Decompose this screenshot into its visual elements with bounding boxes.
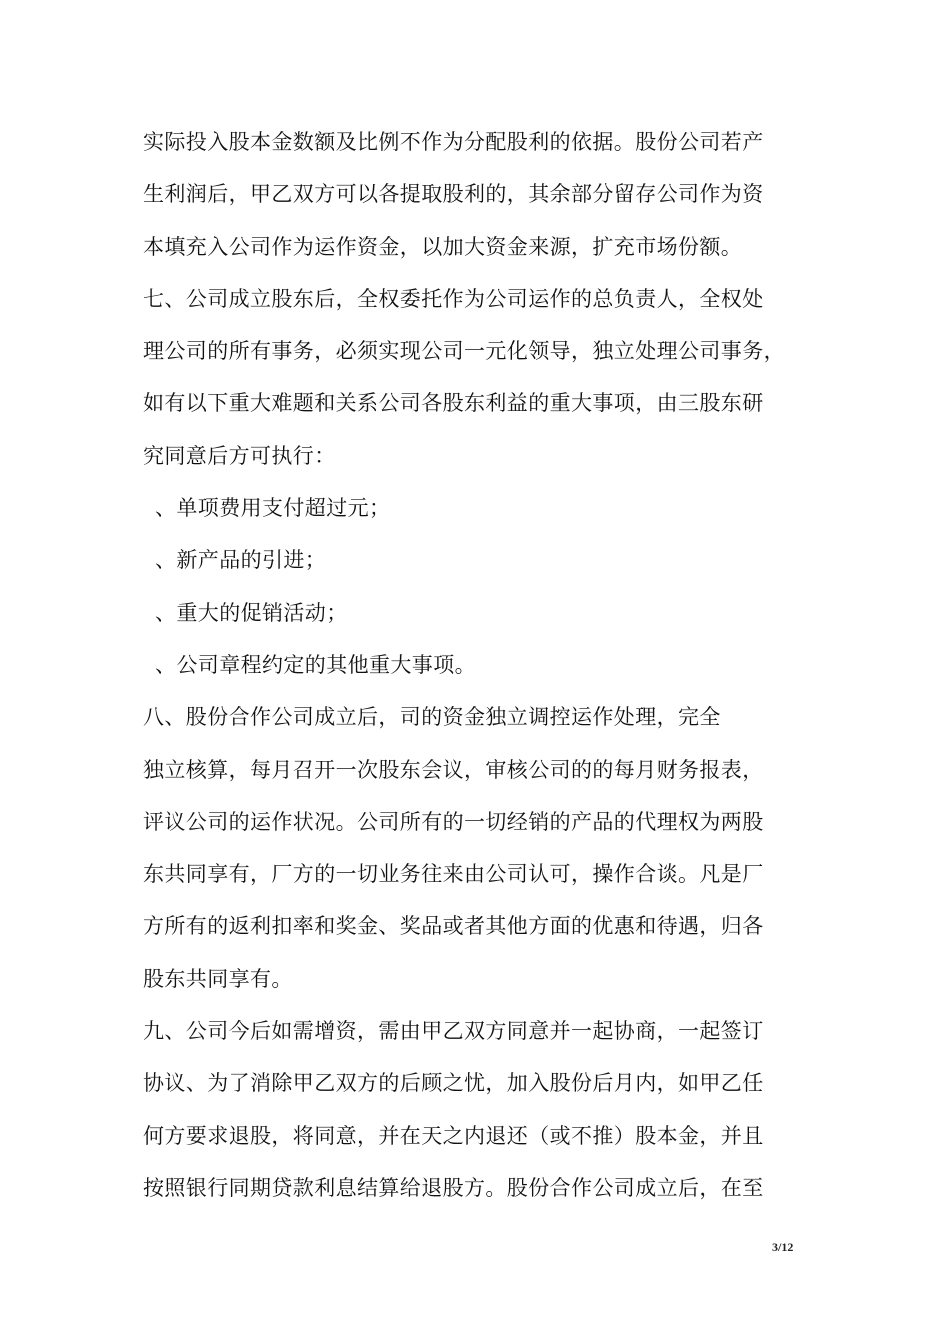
text-line: 理公司的所有事务，必须实现公司一元化领导，独立处理公司事务，: [143, 339, 785, 364]
list-item: 、重大的促销活动；: [155, 600, 348, 625]
text-line: 实际投入股本金数额及比例不作为分配股利的依据。股份公司若产: [143, 130, 764, 154]
document-body: [143, 116, 808, 1214]
list-item: 、新产品的引进；: [155, 548, 327, 573]
text-line: 本填充入公司作为运作资金，以加大资金来源，扩充市场份额。: [143, 234, 743, 259]
text-line: 东共同享有，厂方的一切业务往来由公司认可，操作合谈。凡是厂: [143, 862, 764, 887]
text-line: 协议、为了消除甲乙双方的后顾之忧，加入股份后月内，如甲乙任: [143, 1071, 764, 1096]
text-line: 生利润后，甲乙双方可以各提取股利的，其余部分留存公司作为资: [143, 182, 764, 207]
text-line: 按照银行同期贷款利息结算给退股方。股份合作公司成立后，在至: [143, 1175, 764, 1200]
text-line: 九、公司今后如需增资，需由甲乙双方同意并一起协商，一起签订: [143, 1019, 764, 1044]
text-line: 股东共同享有。: [143, 966, 293, 991]
text-line: 方所有的返利扣率和奖金、奖品或者其他方面的优惠和待遇，归各: [143, 914, 764, 939]
text-line: 八、股份合作公司成立后，司的资金独立调控运作处理，完全: [143, 705, 721, 730]
list-item: 、公司章程约定的其他重大事项。: [155, 652, 476, 677]
page-number: 3/12: [772, 1240, 794, 1254]
text-line: 究同意后方可执行：: [143, 443, 336, 468]
text-line: 何方要求退股，将同意，并在天之内退还（或不推）股本金，并且: [143, 1123, 764, 1148]
text-line: 如有以下重大难题和关系公司各股东利益的重大事项，由三股东研: [143, 391, 764, 416]
list-item: 、单项费用支付超过元；: [155, 496, 391, 521]
text-line: 评议公司的运作状况。公司所有的一切经销的产品的代理权为两股: [143, 809, 764, 834]
text-line: 独立核算，每月召开一次股东会议，审核公司的的每月财务报表，: [143, 757, 764, 782]
text-line: 七、公司成立股东后，全权委托作为公司运作的总负责人，全权处: [143, 286, 764, 311]
